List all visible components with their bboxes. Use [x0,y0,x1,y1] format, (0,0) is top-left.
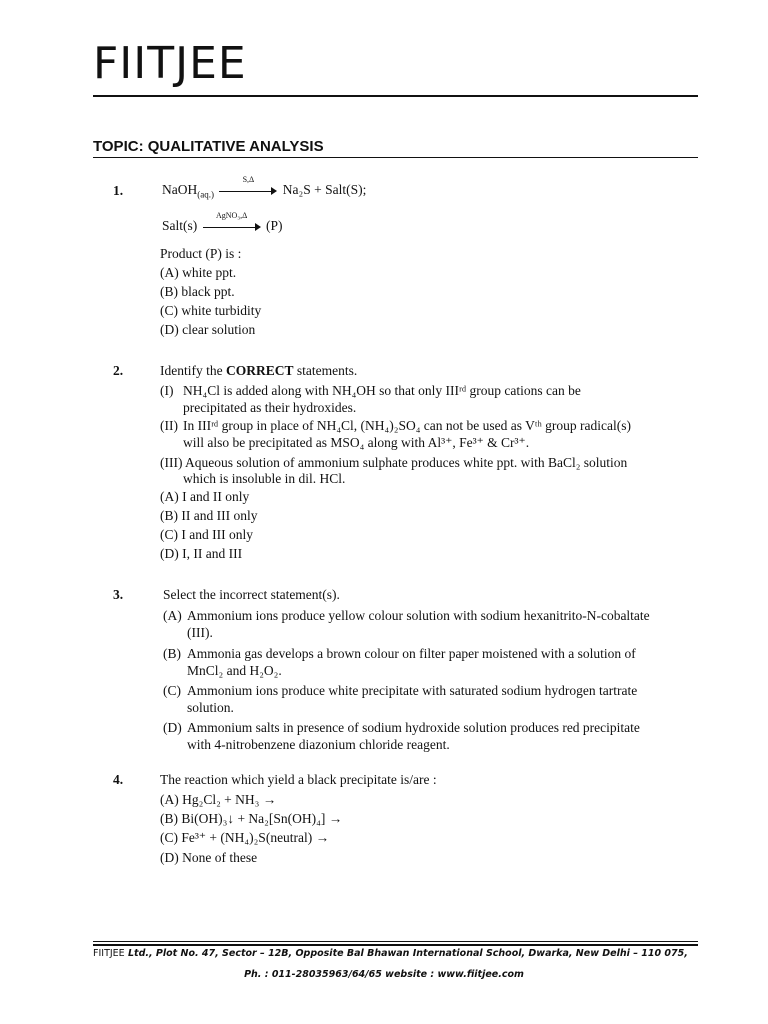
q4-option-c: (C) Fe³⁺ + (NH₄)₂S(neutral) → [160,830,330,845]
question-number: 1. [113,183,124,198]
q3-c-line2: solution. [187,700,234,715]
footer-contact: Ph. : 011-28035963/64/65 website : www.fiitjee.com [244,969,524,980]
q1-option-c: (C) white turbidity [160,303,262,318]
q1-option-d: (D) clear solution [160,322,256,337]
q1-products: Na₂S + Salt(S); [282,182,367,197]
q2-s1-line2: precipitated as their hydroxides. [183,400,357,415]
option-label: (A) [163,608,182,623]
question-number: 4. [113,772,124,787]
q1-option-b: (B) black ppt. [160,284,235,299]
q2-prompt-pre: Identify the [160,363,226,378]
option-label: (B) [163,646,181,661]
q3-b-line2: MnCl₂ and H₂O₂. [187,663,282,678]
q1-reaction-1 [162,174,367,200]
q1-condition-2: AgNO₃,Δ [215,210,248,220]
q2-option-d: (D) I, II and III [160,546,243,561]
q1-option-a: (A) white ppt. [160,265,237,280]
q2-option-a: (A) I and II only [160,489,250,504]
q1-reactant: NaOH [162,182,198,197]
q2-s2-line1: In IIIʳᵈ group in place of NH₄Cl, (NH₄)₂SO₄ can not be used as Vᵗʰ group radical(s) [183,418,632,433]
footer-address [93,948,688,959]
topic-heading: TOPIC: QUALITATIVE ANALYSIS [93,138,324,155]
q4-option-b: (B) Bi(OH)₃↓ + Na₂[Sn(OH)₄] → [160,811,343,826]
q2-prompt-post: statements. [293,363,358,378]
q3-a-line1: Ammonium ions produce yellow colour solution with sodium hexanitrito-N-cobaltate [187,608,650,623]
q2-option-b: (B) II and III only [160,508,258,523]
statement-label: (II) [160,418,178,433]
option-label: (C) [163,683,181,698]
q1-salt: Salt(s) [162,218,198,233]
q1-product-p: (P) [266,218,283,233]
footer-rule [93,944,698,946]
q3-d-line1: Ammonium salts in presence of sodium hydroxide solution produces red precipitate [187,720,640,735]
question-number: 2. [113,363,124,378]
q3-b-line1: Ammonia gas develops a brown colour on filter paper moistened with a solution of [187,646,636,661]
reaction-arrow-icon [203,210,261,232]
option-label: (D) [163,720,182,735]
q2-option-c: (C) I and III only [160,527,253,542]
q1-prompt: Product (P) is : [160,246,242,261]
q4-option-a: (A) Hg₂Cl₂ + NH₃ → [160,792,277,807]
footer-brand: FIITJEE [93,948,125,959]
q1-reactant-sub: (aq.) [197,189,214,200]
question-number: 3. [113,587,124,602]
q4-prompt: The reaction which yield a black precipitate is/are : [160,772,437,787]
topic-rule [93,157,698,158]
statement-label: (I) [160,383,174,398]
statement-label: (III) [160,455,183,470]
q3-c-line1: Ammonium ions produce white precipitate with saturated sodium hydrogen tartrate [187,683,638,698]
q1-reaction-2 [162,210,283,235]
brand-logo: FIITJEE [93,38,247,89]
q2-s1-line1: NH₄Cl is added along with NH₄OH so that only IIIʳᵈ group cations can be [183,383,581,398]
q4-option-d: (D) None of these [160,850,258,865]
q2-s3-line2: which is insoluble in dil. HCl. [183,471,346,486]
header-rule [93,95,698,97]
q1-condition-1: S,Δ [242,174,255,184]
q3-a-line2: (III). [187,625,213,640]
footer-address-text: Ltd., Plot No. 47, Sector – 12B, Opposite Bal Bhawan International School, Dwarka, New Delhi – 110 075, [124,948,688,959]
q3-d-line2: with 4-nitrobenzene diazonium chloride reagent. [187,737,450,752]
q3-prompt: Select the incorrect statement(s). [163,587,340,602]
q2-s3-line1: Aqueous solution of ammonium sulphate produces white ppt. with BaCl₂ solution [185,455,628,470]
footer-rule [93,941,698,942]
reaction-arrow-icon [219,174,277,196]
q2-prompt [160,363,357,380]
q2-s2-line2: will also be precipitated as MSO₄ along with Al³⁺, Fe³⁺ & Cr³⁺. [183,435,530,450]
q2-prompt-bold: CORRECT [225,363,294,378]
